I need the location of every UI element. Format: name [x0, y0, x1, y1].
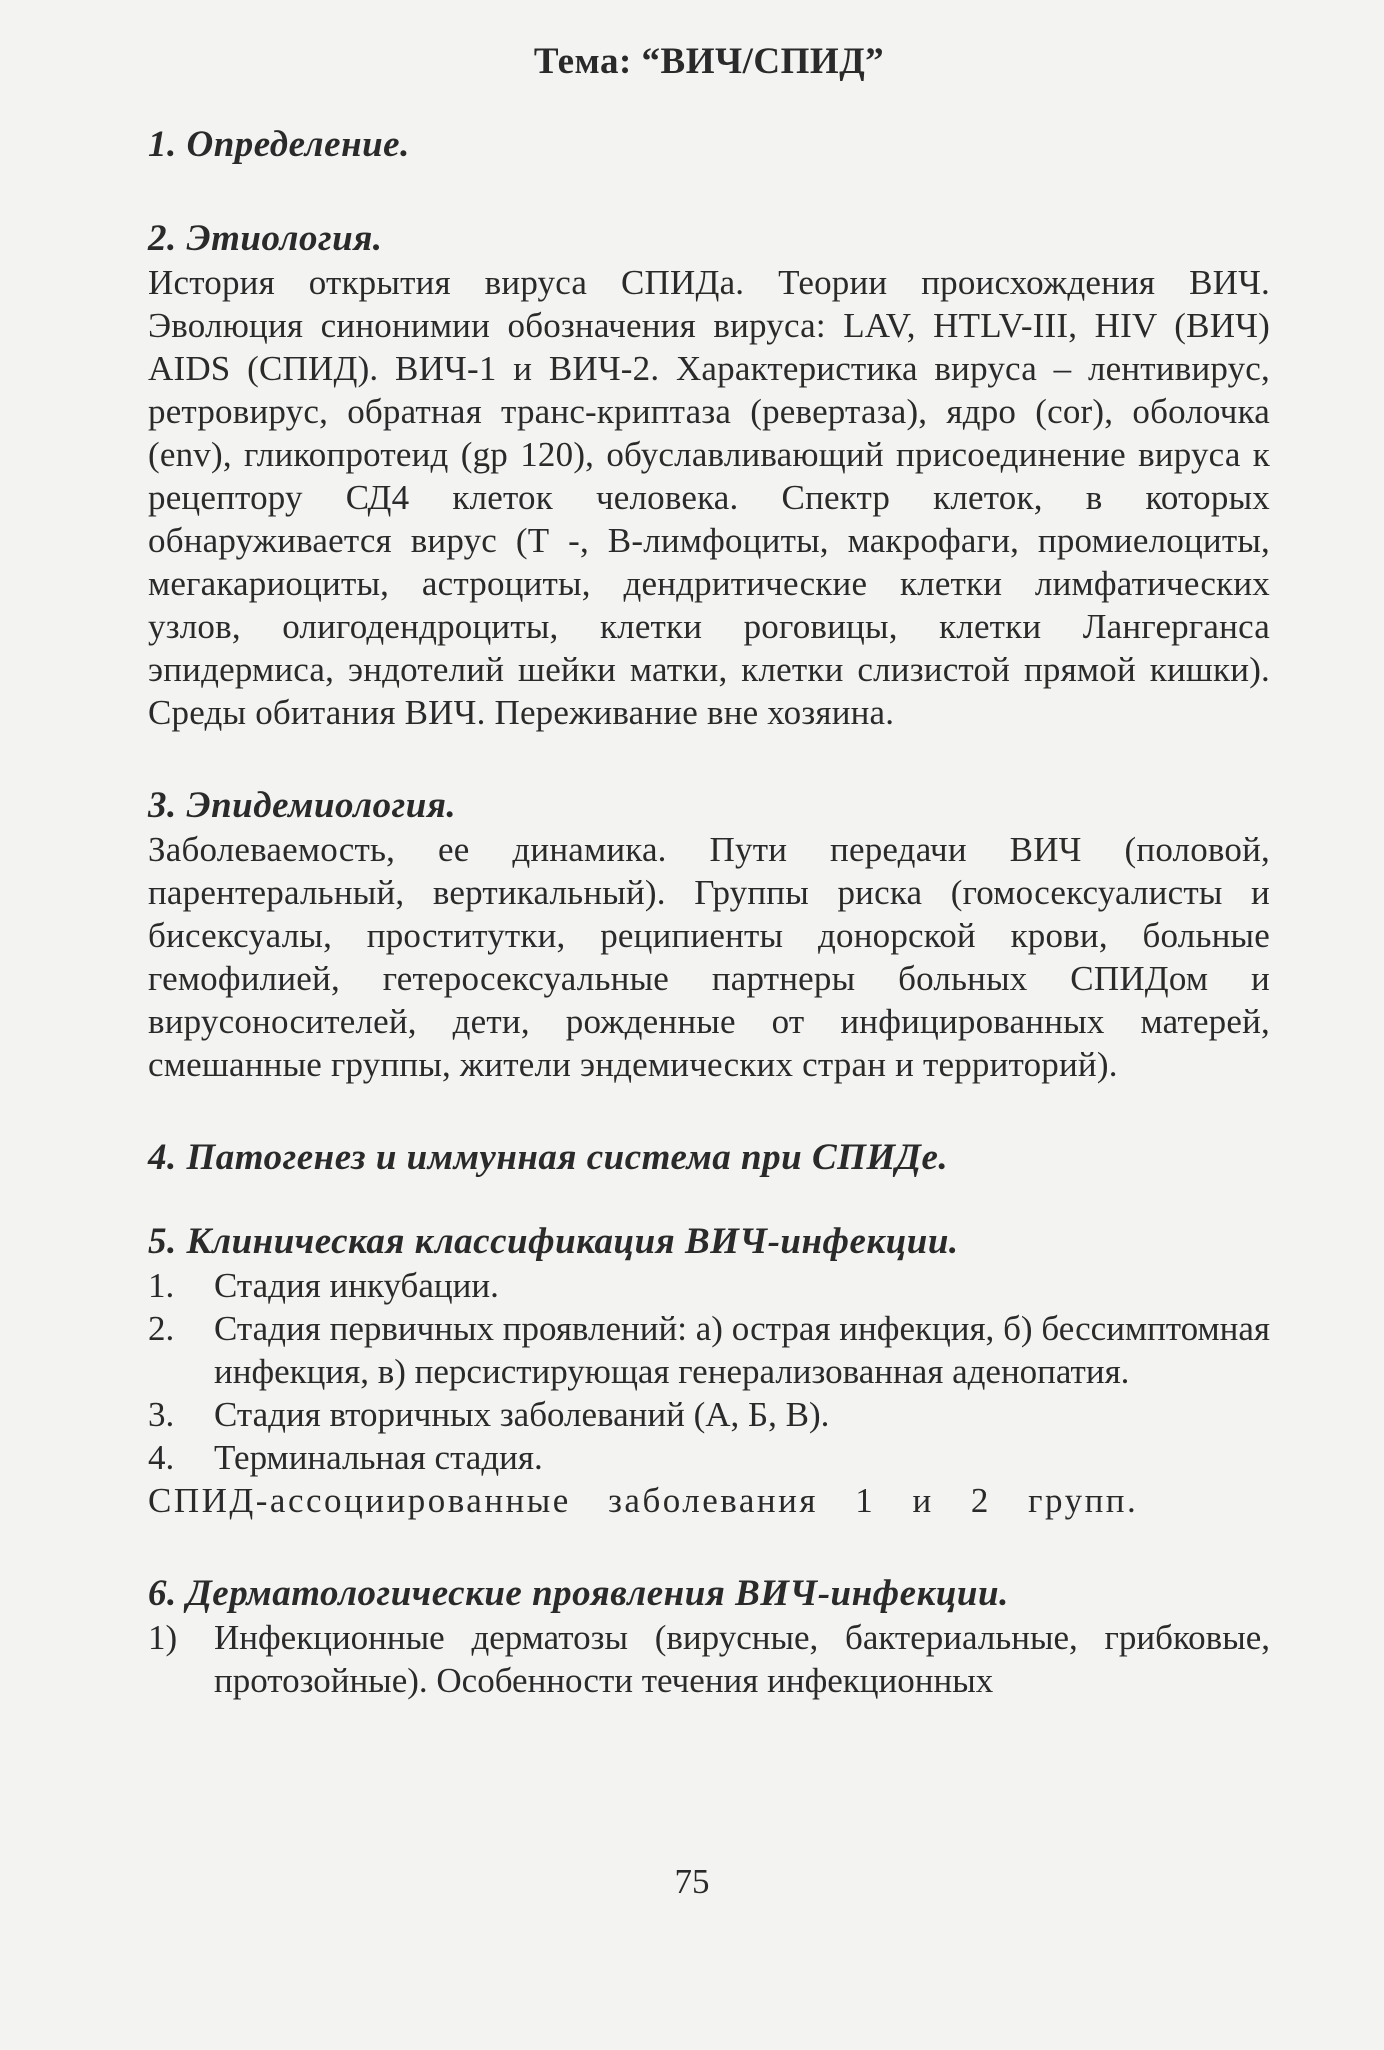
section-pathogenesis [148, 1136, 1270, 1180]
dermatology-list [148, 1616, 1270, 1702]
list-item-number: 4. [148, 1438, 175, 1477]
section-paragraph: История открытия вируса СПИДа. Теории происхождения ВИЧ. Эволюция синонимии обозначения вируса: LAV, HTLV-III, HIV (ВИЧ) AIDS (СПИД). ВИЧ-1 и ВИЧ-2. Характеристика вируса – лентивирус, ретровирус, обратная транс-криптаза (ревертаза), ядро (cor), оболочка (env), гликопротеид (gp 120), обуславливающий присоединение вируса к рецептору СД4 клеток человека. Спектр клеток, в которых обнаруживается вирус (Т -, В-лимфоциты, макрофаги, промиелоциты, мегакариоциты, астроциты, дендритические клетки лимфатических узлов, олигодендроциты, клетки роговицы, клетки Лангерганса эпидермиса, эндотелий шейки матки, клетки слизистой прямой кишки). Среды обитания ВИЧ. Переживание вне хозяина. [148, 263, 1270, 732]
list-item-number: 1) [148, 1618, 178, 1657]
list-item [148, 1393, 1270, 1436]
list-item [148, 1264, 1270, 1307]
list-item-text: Терминальная стадия. [214, 1438, 543, 1477]
section-dermatology [148, 1572, 1270, 1702]
classification-note: СПИД-ассоциированные заболевания 1 и 2 групп. [148, 1481, 1139, 1520]
list-item-text: Инфекционные дерматозы (вирусные, бактериальные, грибковые, протозойные). Особенности течения инфекционных [214, 1618, 1270, 1700]
list-item-text: Стадия вторичных заболеваний (А, Б, В). [214, 1395, 830, 1434]
section-epidemiology [148, 784, 1270, 1086]
section-etiology [148, 217, 1270, 734]
page-number: 75 [674, 1862, 710, 1901]
section-heading: 6. Дерматологические проявления ВИЧ-инфекции. [148, 1573, 1009, 1614]
section-heading: 2. Этиология. [148, 218, 383, 259]
list-item-number: 3. [148, 1395, 175, 1434]
list-item-number: 2. [148, 1309, 175, 1348]
list-item [148, 1436, 1270, 1479]
list-item-text: Стадия первичных проявлений: а) острая инфекция, б) бессимптомная инфекция, в) персистирующая генерализованная аденопатия. [214, 1309, 1270, 1391]
section-paragraph: Заболеваемость, ее динамика. Пути передачи ВИЧ (половой, парентеральный, вертикальный). Группы риска (гомосексуалисты и бисексуалы, проститутки, реципиенты донорской крови, больные гемофилией, гетеросексуальные партнеры больных СПИДом и вирусоносителей, дети, рожденные от инфицированных матерей, смешанные группы, жители эндемических стран и территорий). [148, 830, 1270, 1084]
section-heading: 4. Патогенез и иммунная система при СПИДе. [148, 1137, 949, 1178]
section-heading: 3. Эпидемиология. [148, 785, 457, 826]
section-classification [148, 1220, 1270, 1522]
list-item [148, 1616, 1270, 1702]
page-title: Тема: “ВИЧ/СПИД” [533, 41, 885, 82]
list-item [148, 1307, 1270, 1393]
section-definition [148, 123, 1270, 167]
list-item-text: Стадия инкубации. [214, 1266, 499, 1305]
classification-list [148, 1264, 1270, 1479]
list-item-number: 1. [148, 1266, 175, 1305]
section-heading: 1. Определение. [148, 124, 410, 165]
section-heading: 5. Клиническая классификация ВИЧ-инфекции. [148, 1221, 959, 1262]
